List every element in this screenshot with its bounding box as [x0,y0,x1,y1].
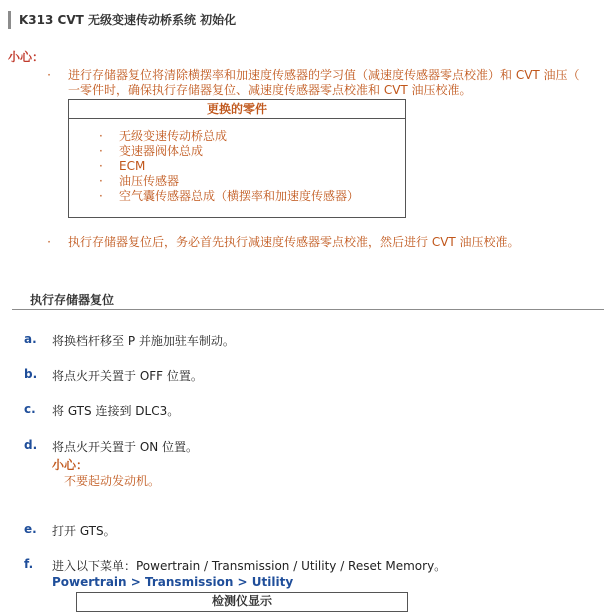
step-letter-a: a. [24,332,37,346]
step-d-caution-label: 小心： [52,458,89,472]
step-d-caution-text: 不要起动发动机。 [64,474,161,488]
menu-path-link[interactable]: Powertrain > Transmission > Utility [52,575,294,589]
caution-paragraph-line2: 一零件时，确保执行存储器复位、减速度传感器零点校准和 CVT 油压校准。 [68,83,472,97]
bullet-icon: · [99,129,103,143]
bullet-icon: · [99,144,103,158]
step-text-a: 将换档杆移至 P 并施加驻车制动。 [52,334,235,348]
step-text-b: 将点火开关置于 OFF 位置。 [52,369,203,383]
section-title: 执行存储器复位 [12,293,604,310]
step-text-f: 进入以下菜单：Powertrain / Transmission / Utility / Reset Memory。 [52,559,447,573]
step-letter-e: e. [24,522,37,536]
bullet-icon: · [47,235,51,249]
caution-paragraph-2: 执行存储器复位后，务必首先执行减速度传感器零点校准，然后进行 CVT 油压校准。 [68,235,520,249]
bullet-icon: · [99,159,103,173]
step-text-e: 打开 GTS。 [52,524,116,538]
step-letter-f: f. [24,557,34,571]
bullet-icon: · [47,68,51,82]
replaced-parts-list [69,119,405,204]
list-item: · ECM [99,159,146,173]
step-letter-d: d. [24,438,38,452]
caution-label: 小心： [8,50,45,64]
step-text-c: 将 GTS 连接到 DLC3。 [52,404,180,418]
replaced-parts-heading: 更换的零件 [69,100,405,119]
list-item: · 油压传感器 [99,174,180,188]
bullet-icon: · [99,174,103,188]
replaced-parts-box [68,99,406,218]
caution-paragraph-line1: 进行存储器复位将清除横摆率和加速度传感器的学习值（减速度传感器零点校准）和 CVT 油压（ [68,68,580,82]
step-letter-b: b. [24,367,38,381]
bullet-icon: · [99,189,103,203]
list-item: · 变速器阀体总成 [99,144,204,158]
step-letter-c: c. [24,402,36,416]
list-item: · 空气囊传感器总成（横摆率和加速度传感器） [99,189,360,203]
step-text-d: 将点火开关置于 ON 位置。 [52,440,199,454]
list-item: · 无级变速传动桥总成 [99,129,228,143]
page-title: K313 CVT 无级变速传动桥系统 初始化 [8,11,236,29]
tester-display-box: 检测仪显示 [76,592,408,612]
